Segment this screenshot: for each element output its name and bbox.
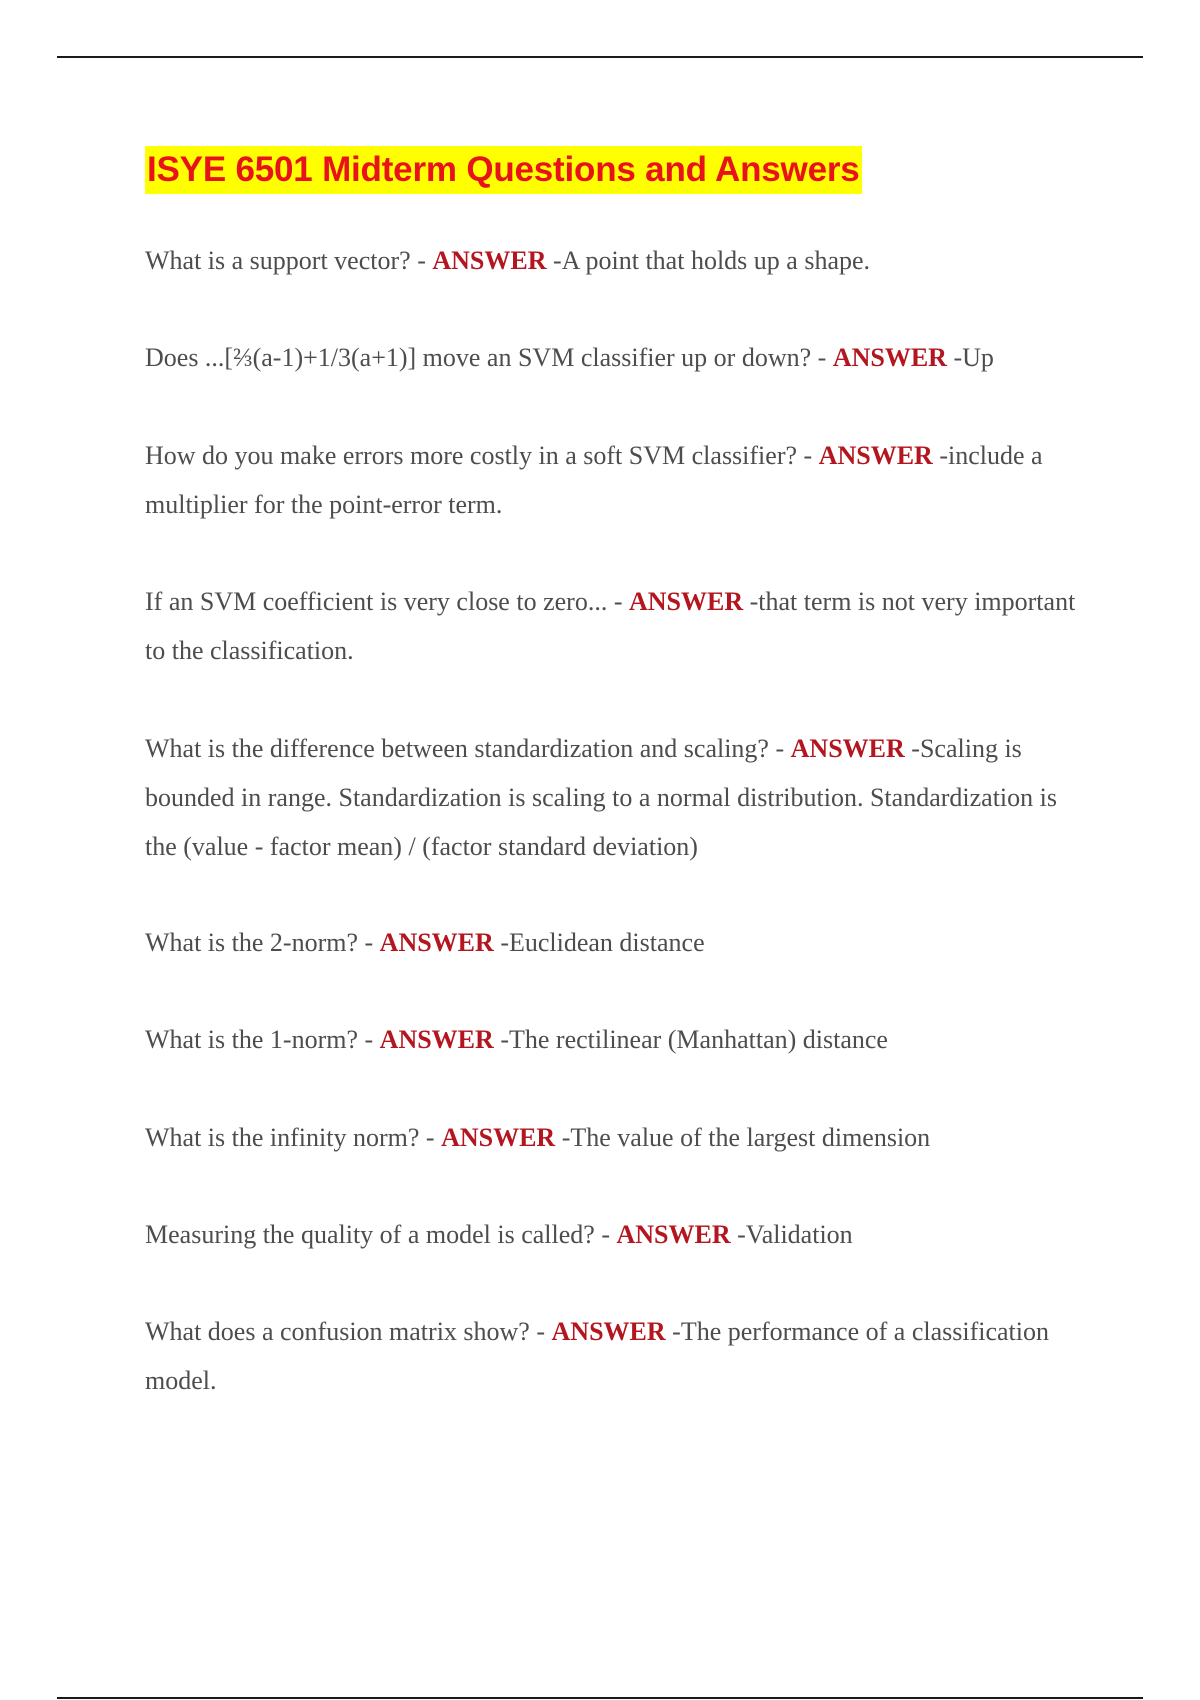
answer-text: Scaling is bounded in range. Standardization is scaling to a normal distribution. Standardization is the (value - factor mean) / (factor standard deviation)	[145, 734, 1057, 861]
qa-item	[145, 1307, 1085, 1405]
answer-text: The rectilinear (Manhattan) distance	[508, 1025, 888, 1054]
answer-prefix: -	[493, 1025, 509, 1054]
answer-label: ANSWER	[818, 441, 933, 470]
answer-prefix: -	[730, 1220, 746, 1249]
question-text: What is a support vector?	[145, 246, 411, 275]
answer-text: include a multiplier for the point-error term.	[145, 441, 1043, 519]
separator: -	[410, 246, 433, 275]
qa-item	[145, 236, 1085, 285]
qa-item	[145, 1113, 1085, 1162]
answer-prefix: -	[493, 928, 509, 957]
qa-item	[145, 333, 1085, 382]
answer-prefix: -	[555, 1123, 571, 1152]
answer-label: ANSWER	[790, 734, 905, 763]
question-text: Does ...[⅔(a-1)+1/3(a+1)] move an SVM classifier up or down?	[145, 343, 812, 372]
answer-text: The performance of a classification model.	[145, 1317, 1049, 1395]
footer-rule	[57, 1697, 1143, 1699]
separator: -	[768, 734, 791, 763]
qa-item	[145, 431, 1085, 529]
separator: -	[607, 587, 629, 616]
answer-label: ANSWER	[432, 246, 547, 275]
qa-item	[145, 724, 1085, 871]
answer-prefix: -	[946, 343, 963, 372]
answer-prefix: -	[932, 441, 949, 470]
qa-item	[145, 577, 1085, 675]
answer-label: ANSWER	[628, 587, 744, 616]
answer-text: Up	[962, 343, 994, 372]
answer-text: that term is not very important to the classification.	[145, 587, 1076, 665]
question-text: What is the infinity norm?	[145, 1123, 420, 1152]
answer-label: ANSWER	[441, 1123, 556, 1152]
separator: -	[529, 1317, 552, 1346]
answer-text: Euclidean distance	[508, 928, 705, 957]
answer-label: ANSWER	[551, 1317, 666, 1346]
answer-label: ANSWER	[832, 343, 947, 372]
question-text: What does a confusion matrix show?	[145, 1317, 530, 1346]
separator: -	[358, 928, 380, 957]
answer-text: The value of the largest dimension	[570, 1123, 931, 1152]
title-block	[145, 146, 862, 194]
question-text: What is the 2-norm?	[145, 928, 358, 957]
header-rule	[57, 56, 1143, 58]
separator: -	[594, 1220, 617, 1249]
question-text: How do you make errors more costly in a soft SVM classifier?	[145, 441, 798, 470]
answer-text: A point that holds up a shape.	[561, 246, 871, 275]
question-text: What is the difference between standardization and scaling?	[145, 734, 769, 763]
qa-item	[145, 918, 1085, 967]
separator: -	[419, 1123, 442, 1152]
question-text: If an SVM coefficient is very close to zero...	[145, 587, 608, 616]
question-text: Measuring the quality of a model is called?	[145, 1220, 595, 1249]
qa-item	[145, 1210, 1085, 1259]
answer-label: ANSWER	[379, 1025, 494, 1054]
answer-prefix: -	[743, 587, 759, 616]
question-text: What is the 1-norm?	[145, 1025, 358, 1054]
answer-label: ANSWER	[379, 928, 494, 957]
answer-prefix: -	[665, 1317, 681, 1346]
separator: -	[811, 343, 833, 372]
separator: -	[797, 441, 819, 470]
answer-prefix: -	[546, 246, 562, 275]
answer-prefix: -	[904, 734, 920, 763]
answer-text: Validation	[745, 1220, 853, 1249]
qa-item	[145, 1015, 1085, 1064]
answer-label: ANSWER	[616, 1220, 731, 1249]
document-title: ISYE 6501 Midterm Questions and Answers	[145, 146, 862, 194]
separator: -	[358, 1025, 380, 1054]
